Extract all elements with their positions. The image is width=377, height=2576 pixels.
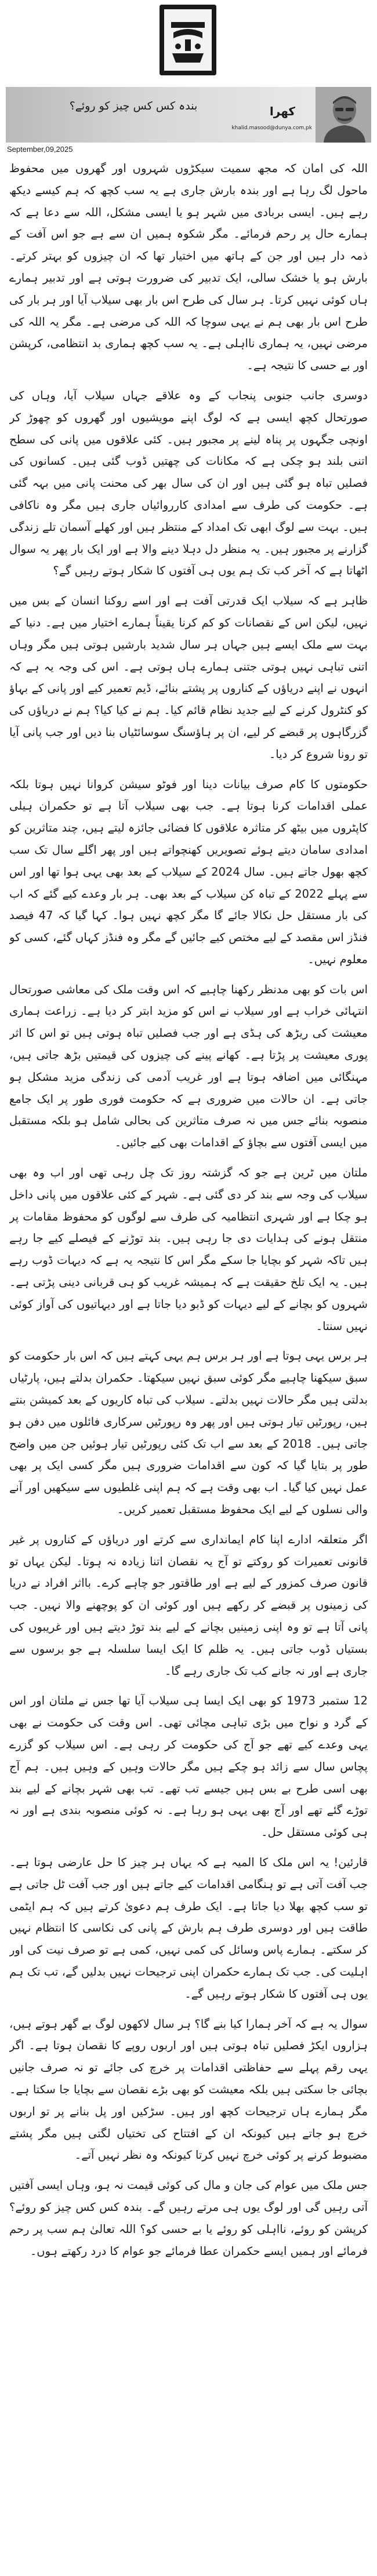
- article-paragraph: ملتان میں ٹرین ہے جو کہ گزشتہ روز تک چل رہی تھی اور اب وہ بھی سیلاب کی وجہ سے بند کر دی گئی ہے۔ شہر کے کئی علاقوں میں پانی داخل ہو چکا ہے اور شہری انتظامیہ کی طرف سے لوگوں کو محفوظ مقامات پر منتقل ہونے کی ہدایات دی جا رہی ہیں۔ بند توڑنے کے فیصلے کیے جا رہے ہیں تاکہ شہر کو بچایا جا سکے مگر اس کا نتیجہ یہ ہے کہ دیہات ڈوب رہے ہیں۔ یہ ایک تلخ حقیقت ہے کہ ہمیشہ غریب کو ہی قربانی دینی پڑتی ہے۔ شہروں کو بچانے کے لیے دیہات کو ڈبو دیا جاتا ہے اور دیہاتیوں کی آواز کوئی نہیں سنتا۔: [9, 1166, 368, 1333]
- article-paragraph: دوسری جانب جنوبی پنجاب کے وہ علاقے جہاں سیلاب آیا، وہاں کی صورتحال کچھ ایسی ہے کہ لوگ اپنے مویشیوں اور گھروں کو چھوڑ کر اونچی جگہوں پر پناہ لینے پر مجبور ہیں۔ کئی علاقوں میں پانی کی سطح اتنی بلند ہو چکی ہے کہ مکانات کی چھتیں ڈوب گئی ہیں۔ کسانوں کی فصلیں تباہ ہو گئی ہیں اور ان کی سال بھر کی محنت پانی میں بہہ گئی ہے۔ حکومت کی طرف سے امدادی کارروائیاں جاری ہیں مگر وہ ناکافی ہیں۔ بہت سے لوگ ابھی تک امداد کے منتظر ہیں اور کھلے آسمان تلے زندگی گزارنے پر مجبور ہیں۔ یہ منظر دل دہلا دینے والا ہے اور ایک بار پھر یہ سوال اٹھاتا ہے کہ آخر کب تک ہم یوں ہی آفتوں کا شکار ہوتے رہیں گے؟: [9, 388, 368, 578]
- article-paragraph: سوال یہ ہے کہ آخر ہمارا کیا بنے گا؟ ہر سال لاکھوں لوگ بے گھر ہوتے ہیں، ہزاروں ایکڑ فصلیں تباہ ہوتی ہیں اور اربوں روپے کا نقصان ہوتا ہے۔ اگر یہی رقم پہلے سے حفاظتی اقدامات پر خرچ کی جائے تو نہ صرف جانیں بچائی جا سکتی ہیں بلکہ معیشت کو بھی بڑے نقصان سے بچایا جا سکتا ہے۔ مگر ہمارے ہاں ترجیحات کچھ اور ہیں۔ سڑکیں اور پل بنانے پر تو اربوں خرچ ہو جاتے ہیں کیونکہ ان کے افتتاح کی تختیاں لگتی ہیں مگر پشتے مضبوط کرنے پر کوئی خرچ نہیں کرتا کیونکہ وہ نظر نہیں آتے۔: [9, 2017, 368, 2162]
- article-paragraph: ظاہر ہے کہ سیلاب ایک قدرتی آفت ہے اور اسے روکنا انسان کے بس میں نہیں، لیکن اس کے نقصانات کو کم کرنا یقیناً ہمارے اختیار میں ہے۔ دنیا کے بہت سے ملک ایسے ہیں جہاں ہر سال شدید بارشیں ہوتی ہیں مگر وہاں اتنی تباہی نہیں ہوتی جتنی ہمارے ہاں ہوتی ہے۔ اس کی وجہ یہ ہے کہ انہوں نے اپنے دریاؤں کے کناروں پر پشتے بنائے، ڈیم تعمیر کیے اور پانی کے بہاؤ کو کنٹرول کرنے کے لیے جدید نظام قائم کیا۔ ہم نے کیا کیا؟ ہم نے دریاؤں کی گزرگاہوں پر قبضے کر لیے، ان پر ہاؤسنگ سوسائٹیاں بنا دیں اور جب پانی آیا تو رونا شروع کر دیا۔: [9, 594, 368, 761]
- column-title: بندہ کس کس چیز کو روئے؟: [69, 100, 198, 112]
- dunya-logo: [160, 5, 216, 75]
- article-paragraph: 12 ستمبر 1973 کو بھی ایک ایسا ہی سیلاب آیا تھا جس نے ملتان اور اس کے گرد و نواح میں بڑی تباہی مچائی تھی۔ اس وقت کی حکومت نے بھی یہی وعدے کیے تھے جو آج کی حکومت کر رہی ہے۔ اس سیلاب کو گزرے پچاس سال سے زائد ہو چکے ہیں مگر حالات وہیں کے وہیں ہیں۔ ہم آج بھی اسی طرح بے بس ہیں جیسے تب تھے۔ تب بھی شہر بچانے کے لیے بند توڑے گئے تھے اور آج بھی یہی ہو رہا ہے۔ نہ کوئی منصوبہ بندی ہے اور نہ ہی کوئی مستقل حل۔: [9, 1694, 368, 1839]
- article-paragraph: حکومتوں کا کام صرف بیانات دینا اور فوٹو سیشن کروانا نہیں ہوتا بلکہ عملی اقدامات کرنا ہوتا ہے۔ جب بھی سیلاب آتا ہے تو حکمران ہیلی کاپٹروں میں بیٹھ کر متاثرہ علاقوں کا فضائی جائزہ لیتے ہیں، چند متاثرین کو امدادی سامان دیتے ہوئے تصویریں کھنچواتے ہیں اور پھر اگلے سال تک سب کچھ بھول جاتے ہیں۔ سال 2024 کے سیلاب کے بعد بھی یہی ہوا تھا اور اس سے پہلے 2022 کے تباہ کن سیلاب کے بعد بھی۔ ہر بار وعدے کیے گئے کہ اب کی بار مستقل حل نکالا جائے گا مگر کچھ نہیں ہوا۔ کہا گیا کہ 47 فیصد فنڈز اس مقصد کے لیے مختص کیے جائیں گے مگر وہ فنڈز کہاں گئے، کسی کو معلوم نہیں۔: [9, 777, 368, 966]
- article-body: [9, 158, 368, 2557]
- dunya-logo-icon: [160, 5, 216, 75]
- author-photo: [316, 87, 371, 143]
- article-paragraph: قارئین! یہ اس ملک کا المیہ ہے کہ یہاں ہر چیز کا حل عارضی ہوتا ہے۔ جب آفت آتی ہے تو ہنگامی اقدامات کیے جاتے ہیں اور جب آفت ٹل جاتی ہے تو سب کچھ بھلا دیا جاتا ہے۔ ایک طرف ہم دعویٰ کرتے ہیں کہ ہم ایٹمی طاقت ہیں اور دوسری طرف ہم بارش کے پانی کی نکاسی کا انتظام نہیں کر سکتے۔ ہمارے پاس وسائل کی کمی نہیں، کمی ہے تو صرف نیت کی اور اہلیت کی۔ جب تک ہمارے حکمران اپنی ترجیحات نہیں بدلیں گے، تب تک ہم یوں ہی آفتوں کا شکار ہوتے رہیں گے۔: [9, 1855, 368, 2001]
- author-signature: کھرا: [269, 104, 296, 118]
- article-paragraph: جس ملک میں عوام کی جان و مال کی کوئی قیمت نہ ہو، وہاں ایسی آفتیں آتی رہیں گی اور لوگ یوں ہی مرتے رہیں گے۔ بندہ کس کس چیز کو روئے؟ کرپشن کو روئے، نااہلی کو روئے یا بے حسی کو؟ اللہ تعالیٰ ہم سب پر رحم فرمائے اور ہمیں ایسے حکمران عطا فرمائے جو عوام کا درد رکھتے ہوں۔: [9, 2178, 368, 2258]
- article-paragraph: اس بات کو بھی مدنظر رکھنا چاہیے کہ اس وقت ملک کی معاشی صورتحال انتہائی خراب ہے اور سیلاب نے اس کو مزید ابتر کر دیا ہے۔ زراعت ہماری معیشت کی ریڑھ کی ہڈی ہے اور جب فصلیں تباہ ہوتی ہیں تو اس کا اثر پوری معیشت پر پڑتا ہے۔ کھانے پینے کی چیزوں کی قیمتیں بڑھ جاتی ہیں، مہنگائی میں اضافہ ہوتا ہے اور غریب آدمی کی زندگی مزید مشکل ہو جاتی ہے۔ ان حالات میں ضروری ہے کہ حکومت فوری طور پر ایک جامع منصوبہ بنائے جس میں نہ صرف متاثرین کی بحالی شامل ہو بلکہ مستقبل میں ایسی آفتوں سے بچاؤ کے اقدامات بھی کیے جائیں۔: [9, 982, 368, 1150]
- khara-signature-icon: [262, 101, 303, 121]
- masthead: [0, 0, 377, 87]
- author-portrait-icon: [316, 87, 371, 143]
- publication-date: September,09,2025: [7, 145, 73, 154]
- author-email: khalid.masood@dunya.com.pk: [231, 125, 312, 131]
- column-header: [6, 87, 371, 143]
- article-paragraph: اگر متعلقہ ادارے اپنا کام ایمانداری سے کرتے اور دریاؤں کے کناروں پر غیر قانونی تعمیرات کو روکتے تو آج یہ نقصان اتنا زیادہ نہ ہوتا۔ لیکن یہاں تو قانون صرف کمزور کے لیے ہے اور طاقتور جو چاہے کرے۔ بااثر افراد نے دریا کی زمینوں پر قبضے کر رکھے ہیں اور کوئی ان کو پوچھنے والا نہیں۔ جب پانی آتا ہے تو وہ اپنی زمینیں بچانے کے لیے بند توڑ دیتے ہیں اور غریبوں کی بستیاں ڈوب جاتی ہیں۔ یہ ظلم کا ایک ایسا سلسلہ ہے جو برسوں سے جاری ہے اور نہ جانے کب تک جاری رہے گا۔: [9, 1532, 368, 1678]
- article-paragraph: ہر برس یہی ہوتا ہے اور ہر برس ہم یہی کہتے ہیں کہ اس بار حکومت کو سبق سیکھنا چاہیے مگر کوئی سبق نہیں سیکھتا۔ حکمران بدلتے ہیں، پارٹیاں بدلتی ہیں مگر حالات نہیں بدلتے۔ سیلاب کی تباہ کاریوں کے بعد کمیشن بنتے ہیں، رپورٹیں تیار ہوتی ہیں اور پھر وہ رپورٹیں سرکاری فائلوں میں دفن ہو جاتی ہیں۔ 2018 کے بعد سے اب تک کئی رپورٹیں تیار ہوئیں جن میں واضح طور پر بتایا گیا کہ کون سے اقدامات ضروری ہیں مگر کسی ایک پر بھی عمل نہیں کیا گیا۔ اب بھی وقت ہے کہ ہم اپنی غلطیوں سے سیکھیں اور آنے والی نسلوں کے لیے ایک محفوظ مستقبل تعمیر کریں۔: [9, 1349, 368, 1517]
- article-paragraph: اللہ کی امان کہ مجھ سمیت سیکڑوں شہروں اور گھروں میں محفوظ ماحول لگ رہا ہے اور بندہ بارش جاری ہے یہ سب کچھ کہ ہم کیسے دیکھ رہے ہیں۔ ایسی بربادی میں شہر ہو یا ایسی مشکل، اللہ سے دعا ہے کہ ہمارے حال پر رحم فرمائے۔ مگر شکوہ ہمیں ان سے ہے جو اس آفت کے ذمہ دار ہیں اور جن کے ہاتھ میں اختیار تھا کہ ان چیزوں کو بہتر کرتے۔ بارش ہو یا خشک سالی، ایک تدبیر کی ضرورت ہوتی ہے اور تدبیر ہمارے ہاں کوئی نہیں کرتا۔ ہر سال کی طرح اس بار بھی سیلاب آیا اور ہر بار کی طرح اس بار بھی ہم نے یہی سوچا کہ اللہ کی مرضی ہے۔ مگر یہ اللہ کی مرضی نہیں، یہ ہماری نااہلی ہے۔ یہ سب کچھ ہماری بد انتظامی، کرپشن اور بے حسی کا نتیجہ ہے۔: [9, 162, 368, 373]
